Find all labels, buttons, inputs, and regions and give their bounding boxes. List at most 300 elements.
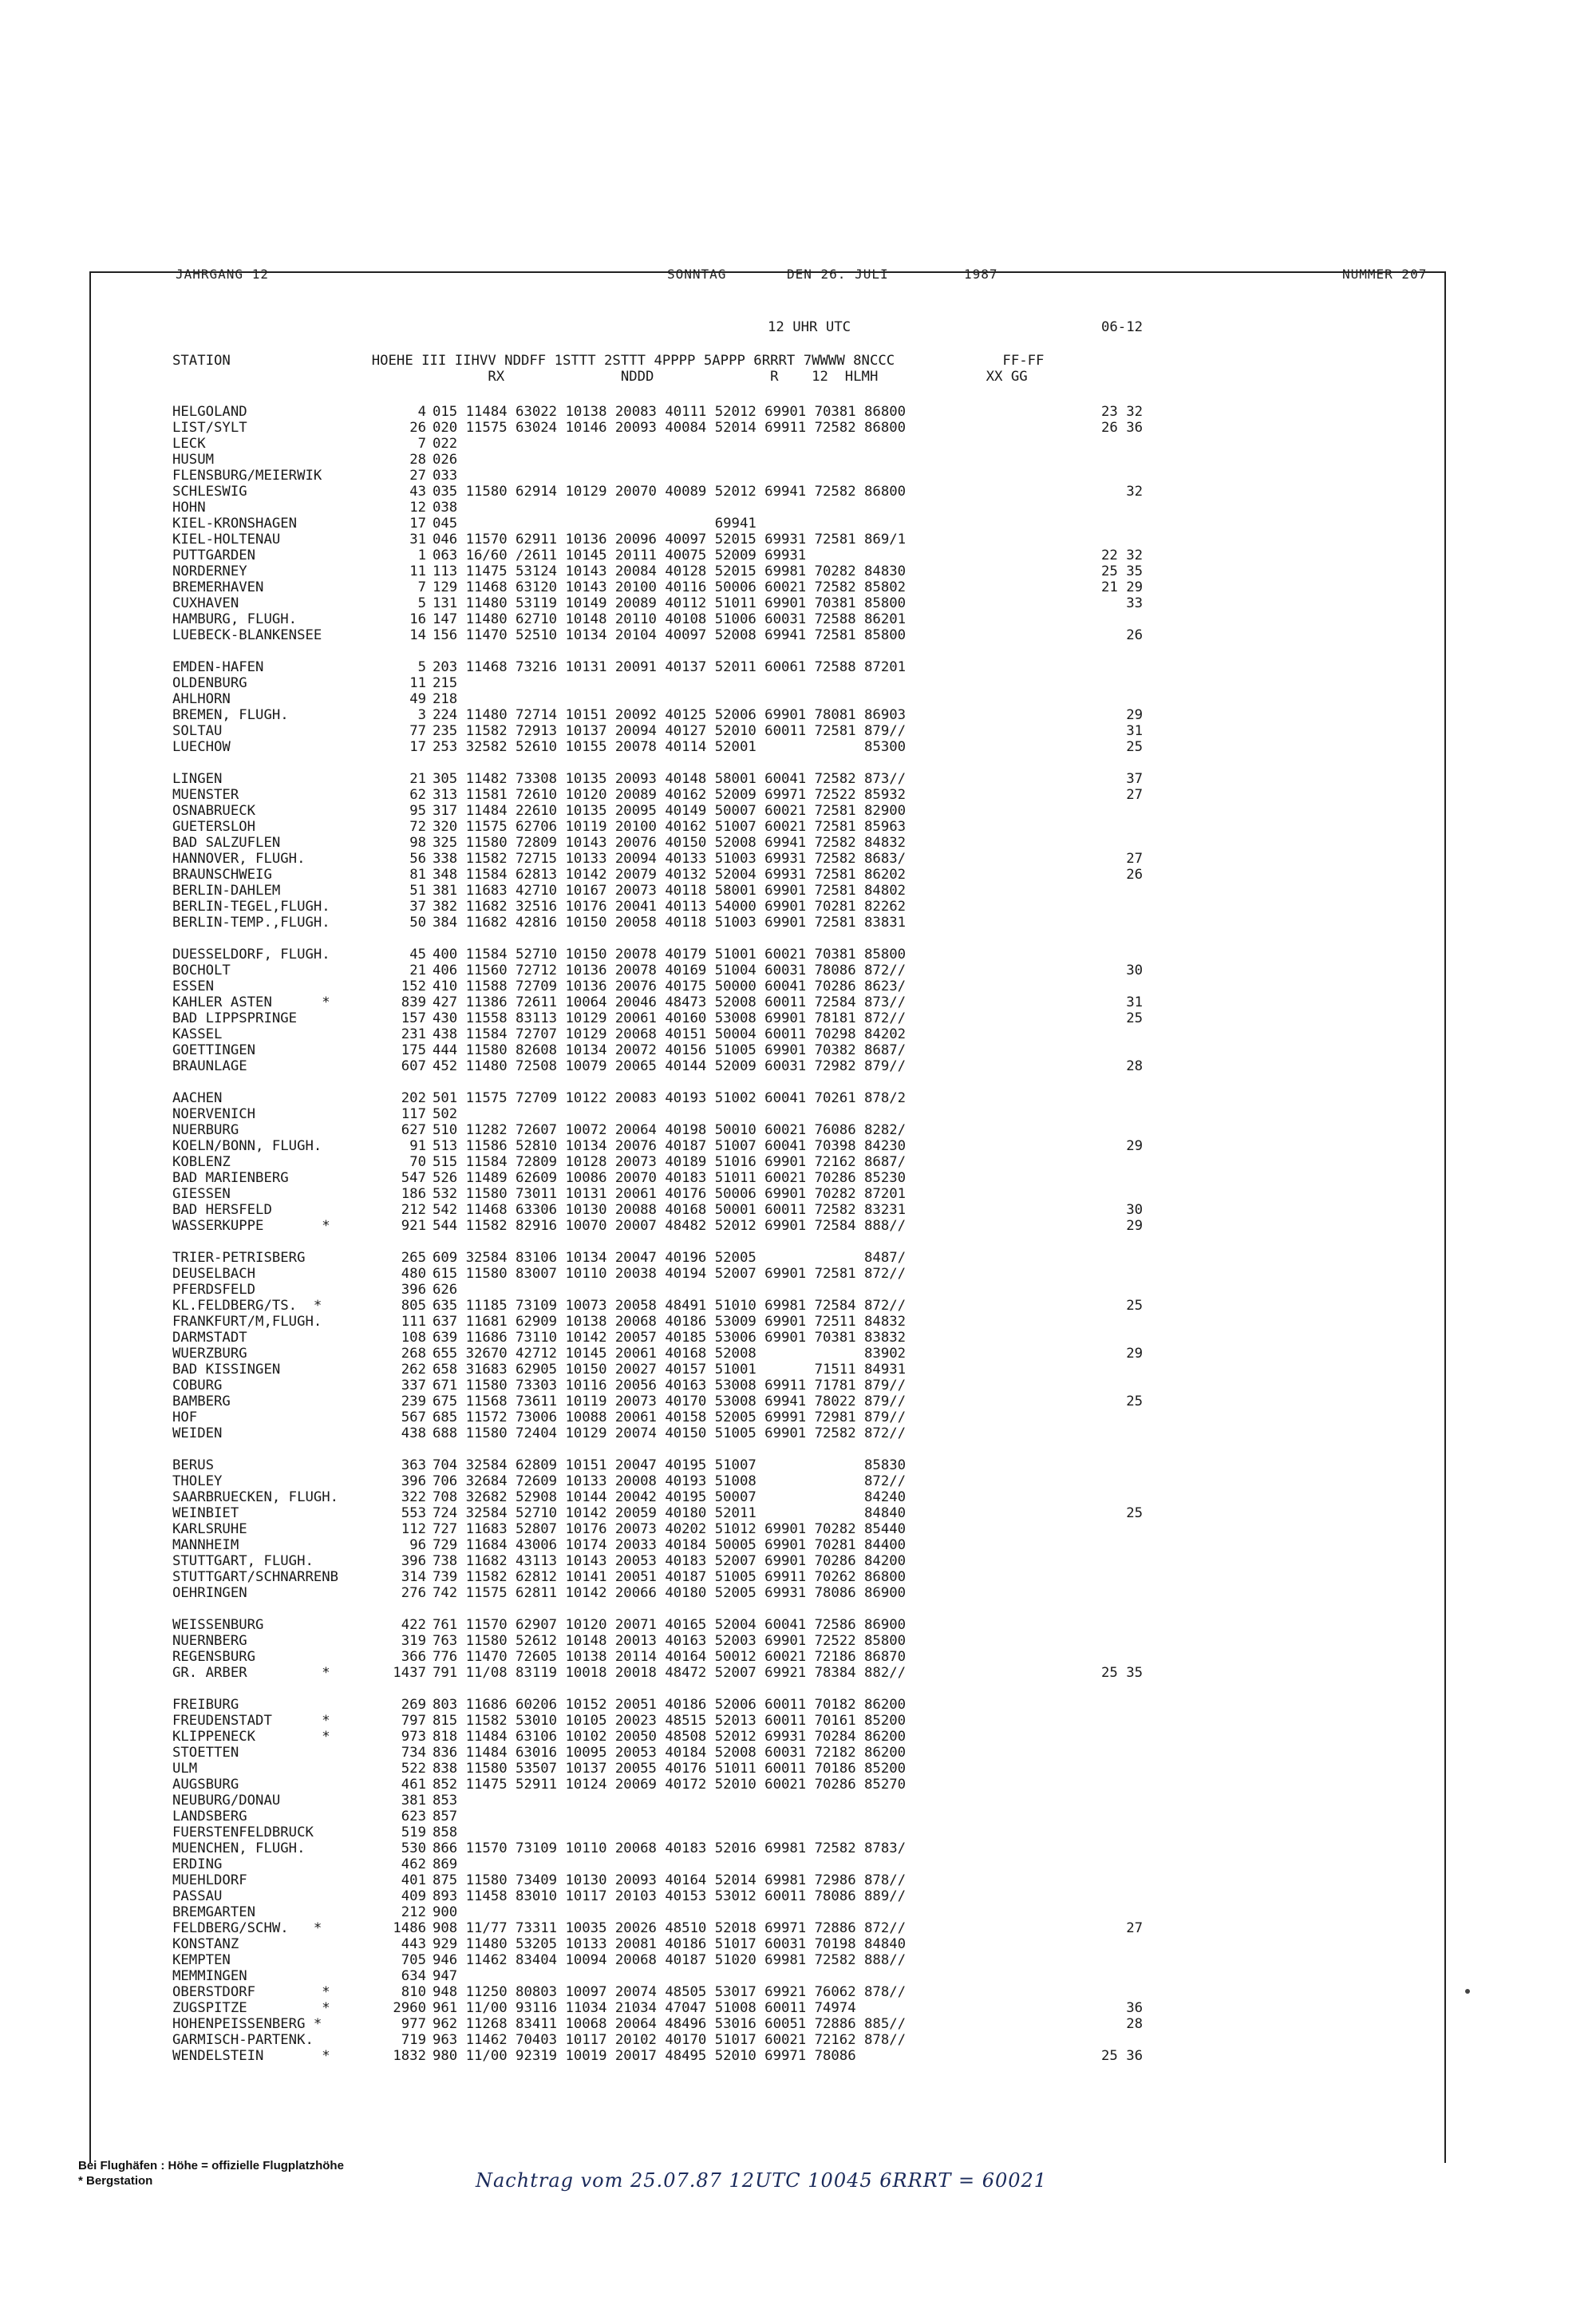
station-height: 98 xyxy=(409,835,426,851)
station-name: BAD HERSFELD xyxy=(172,1202,272,1218)
period-heading: 06-12 xyxy=(1101,319,1144,335)
station-code-groups: 962 11268 83411 10068 20064 48496 53016 60051 72886 885// xyxy=(433,2016,907,2032)
station-code-groups: 929 11480 53205 10133 20081 40186 51017 60031 70198 84840 xyxy=(433,1936,907,1952)
station-height: 797 xyxy=(401,1713,426,1729)
station-gusts: 21 29 xyxy=(1101,579,1144,595)
station-name: THOLEY xyxy=(172,1473,223,1489)
station-gusts: 29 xyxy=(1101,1218,1144,1234)
station-height: 50 xyxy=(409,915,426,931)
station-code-groups: 609 32584 83106 10134 20047 40196 52005 8487/ xyxy=(433,1250,907,1266)
station-height: 314 xyxy=(401,1569,426,1585)
station-height: 37 xyxy=(409,899,426,915)
station-name: PFERDSFELD xyxy=(172,1282,256,1298)
station-name: BERUS xyxy=(172,1457,215,1473)
station-height: 719 xyxy=(401,2032,426,2048)
column-header-line-1: STATION HOEHE III IIHVV NDDFF 1STTT 2STTT 4PPPP 5APPP 6RRRT 7WWWW 8NCCC FF-FF xyxy=(172,353,1045,369)
station-gusts: 22 32 xyxy=(1101,548,1144,563)
station-code-groups: 502 xyxy=(433,1106,458,1122)
station-height: 239 xyxy=(401,1394,426,1409)
station-code-groups: 218 xyxy=(433,691,458,707)
station-height: 553 xyxy=(401,1505,426,1521)
station-height: 396 xyxy=(401,1553,426,1569)
station-name: HOHENPEISSENBERG * xyxy=(172,2016,322,2032)
station-height: 91 xyxy=(409,1138,426,1154)
station-code-groups: 020 11575 63024 10146 20093 40084 52014 69911 72582 86800 xyxy=(433,420,907,436)
station-code-groups: 338 11582 72715 10133 20094 40133 51003 69931 72582 8683/ xyxy=(433,851,907,867)
station-height: 363 xyxy=(401,1457,426,1473)
station-height: 212 xyxy=(401,1904,426,1920)
station-height: 4 xyxy=(417,404,426,420)
station-height: 175 xyxy=(401,1042,426,1058)
station-code-groups: 438 11584 72707 10129 20068 40151 50004 60011 70298 84202 xyxy=(433,1026,907,1042)
station-code-groups: 626 xyxy=(433,1282,458,1298)
station-height: 11 xyxy=(409,675,426,691)
station-name: OBERSTDORF * xyxy=(172,1984,330,2000)
date: DEN 26. JULI xyxy=(787,267,889,282)
station-name: FELDBERG/SCHW. * xyxy=(172,1920,322,1936)
station-code-groups: 063 16/60 /2611 10145 20111 40075 52009 69931 xyxy=(433,548,807,563)
station-height: 1486 xyxy=(393,1920,426,1936)
station-height: 268 xyxy=(401,1346,426,1362)
station-height: 607 xyxy=(401,1058,426,1074)
station-code-groups: 406 11560 72712 10136 20078 40169 51004 60031 78086 872// xyxy=(433,963,907,978)
station-height: 43 xyxy=(409,484,426,500)
station-height: 734 xyxy=(401,1745,426,1761)
station-code-groups: 671 11580 73303 10116 20056 40163 53008 69911 71781 879// xyxy=(433,1378,907,1394)
station-gusts: 27 xyxy=(1101,787,1144,803)
station-code-groups: 685 11572 73006 10088 20061 40158 52005 69991 72981 879// xyxy=(433,1409,907,1425)
station-code-groups: 305 11482 73308 10135 20093 40148 58001 60041 72582 873// xyxy=(433,771,907,787)
station-name: BAD MARIENBERG xyxy=(172,1170,289,1186)
station-code-groups: 515 11584 72809 10128 20073 40189 51016 69901 72162 8687/ xyxy=(433,1154,907,1170)
station-code-groups: 858 xyxy=(433,1825,458,1840)
station-name: SAARBRUECKEN, FLUGH. xyxy=(172,1489,339,1505)
station-code-groups: 742 11575 62811 10142 20066 40180 52005 69931 78086 86900 xyxy=(433,1585,907,1601)
station-height: 3 xyxy=(417,707,426,723)
station-code-groups: 147 11480 62710 10148 20110 40108 51006 60031 72588 86201 xyxy=(433,611,907,627)
station-gusts: 30 xyxy=(1101,1202,1144,1218)
station-name: AACHEN xyxy=(172,1090,223,1106)
station-name: ESSEN xyxy=(172,978,215,994)
station-name: MUENSTER xyxy=(172,787,239,803)
station-name: NOERVENICH xyxy=(172,1106,256,1122)
station-gusts: 26 xyxy=(1101,627,1144,643)
station-gusts: 25 xyxy=(1101,1505,1144,1521)
station-code-groups: 382 11682 32516 10176 20041 40113 54000 69901 70281 82262 xyxy=(433,899,907,915)
station-code-groups: 803 11686 60206 10152 20051 40186 52006 60011 70182 86200 xyxy=(433,1697,907,1713)
station-name: GUETERSLOH xyxy=(172,819,256,835)
station-code-groups: 313 11581 72610 10120 20089 40162 52009 69971 72522 85932 xyxy=(433,787,907,803)
station-height: 14 xyxy=(409,627,426,643)
station-code-groups: 615 11580 83007 10110 20038 40194 52007 69901 72581 872// xyxy=(433,1266,907,1282)
station-code-groups: 658 31683 62905 10150 20027 40157 51001 71511 84931 xyxy=(433,1362,907,1378)
station-height: 28 xyxy=(409,452,426,468)
issue-number: NUMMER 207 xyxy=(1342,267,1428,282)
station-height: 152 xyxy=(401,978,426,994)
station-code-groups: 510 11282 72607 10072 20064 40198 50010 60021 76086 8282/ xyxy=(433,1122,907,1138)
station-height: 70 xyxy=(409,1154,426,1170)
station-name: HANNOVER, FLUGH. xyxy=(172,851,306,867)
station-code-groups: 739 11582 62812 10141 20051 40187 51005 69911 70262 86800 xyxy=(433,1569,907,1585)
station-code-groups: 738 11682 43113 10143 20053 40183 52007 69901 70286 84200 xyxy=(433,1553,907,1569)
station-name: AUGSBURG xyxy=(172,1777,239,1793)
station-height: 17 xyxy=(409,739,426,755)
station-height: 839 xyxy=(401,994,426,1010)
station-height: 401 xyxy=(401,1872,426,1888)
station-code-groups: 818 11484 63106 10102 20050 48508 52012 69931 70284 86200 xyxy=(433,1729,907,1745)
station-name: KIEL-HOLTENAU xyxy=(172,532,281,548)
station-name: BAD KISSINGEN xyxy=(172,1362,281,1378)
station-gusts: 37 xyxy=(1101,771,1144,787)
station-name: FUERSTENFELDBRUCK xyxy=(172,1825,314,1840)
station-name: HELGOLAND xyxy=(172,404,247,420)
station-height: 381 xyxy=(401,1793,426,1809)
station-code-groups: 963 11462 70403 10117 20102 40170 51017 60021 72162 878// xyxy=(433,2032,907,2048)
station-name: MEMMINGEN xyxy=(172,1968,247,1984)
station-name: ZUGSPITZE * xyxy=(172,2000,330,2016)
station-name: AHLHORN xyxy=(172,691,231,707)
station-code-groups: 946 11462 83404 10094 20068 40187 51020 69981 72582 888// xyxy=(433,1952,907,1968)
station-height: 522 xyxy=(401,1761,426,1777)
station-name: LANDSBERG xyxy=(172,1809,247,1825)
station-code-groups: 900 xyxy=(433,1904,458,1920)
station-height: 1 xyxy=(417,548,426,563)
station-height: 2960 xyxy=(393,2000,426,2016)
station-name: WEINBIET xyxy=(172,1505,239,1521)
station-code-groups: 908 11/77 73311 10035 20026 48510 52018 69971 72886 872// xyxy=(433,1920,907,1936)
station-height: 117 xyxy=(401,1106,426,1122)
station-height: 977 xyxy=(401,2016,426,2032)
station-code-groups: 325 11580 72809 10143 20076 40150 52008 69941 72582 84832 xyxy=(433,835,907,851)
station-height: 322 xyxy=(401,1489,426,1505)
station-code-groups: 348 11584 62813 10142 20079 40132 52004 69931 72581 86202 xyxy=(433,867,907,883)
station-code-groups: 836 11484 63016 10095 20053 40184 52008 60031 72182 86200 xyxy=(433,1745,907,1761)
station-height: 337 xyxy=(401,1378,426,1394)
station-height: 5 xyxy=(417,595,426,611)
station-code-groups: 129 11468 63120 10143 20100 40116 50006 60021 72582 85802 xyxy=(433,579,907,595)
station-name: BERLIN-TEGEL,FLUGH. xyxy=(172,899,330,915)
utc-heading: 12 UHR UTC xyxy=(768,319,851,335)
station-name: EMDEN-HAFEN xyxy=(172,659,264,675)
station-gusts: 32 xyxy=(1101,484,1144,500)
station-code-groups: 513 11586 52810 10134 20076 40187 51007 60041 70398 84230 xyxy=(433,1138,907,1154)
station-height: 396 xyxy=(401,1473,426,1489)
station-height: 27 xyxy=(409,468,426,484)
station-name: KIEL-KRONSHAGEN xyxy=(172,516,298,532)
station-height: 480 xyxy=(401,1266,426,1282)
station-gusts: 25 xyxy=(1101,1298,1144,1314)
station-name: ULM xyxy=(172,1761,198,1777)
station-code-groups: 708 32682 52908 10144 20042 40195 50007 84240 xyxy=(433,1489,907,1505)
station-height: 16 xyxy=(409,611,426,627)
station-name: LECK xyxy=(172,436,206,452)
station-name: BREMEN, FLUGH. xyxy=(172,707,289,723)
station-height: 462 xyxy=(401,1856,426,1872)
station-code-groups: 038 xyxy=(433,500,458,516)
station-height: 49 xyxy=(409,691,426,707)
station-height: 31 xyxy=(409,532,426,548)
station-gusts: 27 xyxy=(1101,1920,1144,1936)
station-gusts: 25 35 xyxy=(1101,563,1144,579)
station-name: GARMISCH-PARTENK. xyxy=(172,2032,314,2048)
station-name: BERLIN-TEMP.,FLUGH. xyxy=(172,915,330,931)
station-name: DUESSELDORF, FLUGH. xyxy=(172,947,330,963)
station-code-groups: 022 xyxy=(433,436,458,452)
station-name: DARMSTADT xyxy=(172,1330,247,1346)
station-name: STUTTGART/SCHNARRENB xyxy=(172,1569,339,1585)
station-gusts: 25 xyxy=(1101,1394,1144,1409)
footnote-mountain: * Bergstation xyxy=(78,2174,153,2188)
station-code-groups: 763 11580 52612 10148 20013 40163 52003 69901 72522 85800 xyxy=(433,1633,907,1649)
station-height: 409 xyxy=(401,1888,426,1904)
station-height: 77 xyxy=(409,723,426,739)
station-code-groups: 791 11/08 83119 10018 20018 48472 52007 69921 78384 882// xyxy=(433,1665,907,1681)
station-height: 157 xyxy=(401,1010,426,1026)
station-code-groups: 655 32670 42712 10145 20061 40168 52008 83902 xyxy=(433,1346,907,1362)
station-height: 623 xyxy=(401,1809,426,1825)
station-code-groups: 857 xyxy=(433,1809,458,1825)
station-gusts: 26 xyxy=(1101,867,1144,883)
station-gusts: 25 xyxy=(1101,739,1144,755)
station-height: 276 xyxy=(401,1585,426,1601)
station-code-groups: 729 11684 43006 10174 20033 40184 50005 69901 70281 84400 xyxy=(433,1537,907,1553)
station-name: BRAUNSCHWEIG xyxy=(172,867,272,883)
station-code-groups: 410 11588 72709 10136 20076 40175 50000 60041 70286 8623/ xyxy=(433,978,907,994)
station-gusts: 36 xyxy=(1101,2000,1144,2016)
station-code-groups: 727 11683 52807 10176 20073 40202 51012 69901 70282 85440 xyxy=(433,1521,907,1537)
station-code-groups: 046 11570 62911 10136 20096 40097 52015 69931 72581 869/1 xyxy=(433,532,907,548)
station-height: 96 xyxy=(409,1537,426,1553)
station-name: FRANKFURT/M,FLUGH. xyxy=(172,1314,322,1330)
station-code-groups: 815 11582 53010 10105 20023 48515 52013 60011 70161 85200 xyxy=(433,1713,907,1729)
station-name: WENDELSTEIN * xyxy=(172,2048,330,2064)
station-name: STOETTEN xyxy=(172,1745,239,1761)
station-name: HOHN xyxy=(172,500,206,516)
station-name: WASSERKUPPE * xyxy=(172,1218,330,1234)
footnote xyxy=(78,2158,344,2188)
station-code-groups: 113 11475 53124 10143 20084 40128 52015 69981 70282 84830 xyxy=(433,563,907,579)
station-name: FLENSBURG/MEIERWIK xyxy=(172,468,322,484)
station-name: GIESSEN xyxy=(172,1186,231,1202)
station-height: 17 xyxy=(409,516,426,532)
station-height: 202 xyxy=(401,1090,426,1106)
station-name: COBURG xyxy=(172,1378,223,1394)
station-name: LIST/SYLT xyxy=(172,420,247,436)
station-gusts: 31 xyxy=(1101,723,1144,739)
station-code-groups: 501 11575 72709 10122 20083 40193 51002 60041 70261 878/2 xyxy=(433,1090,907,1106)
station-name: NORDERNEY xyxy=(172,563,247,579)
station-code-groups: 400 11584 52710 10150 20078 40179 51001 60021 70381 85800 xyxy=(433,947,907,963)
weekday: SONNTAG xyxy=(667,267,727,282)
station-code-groups: 430 11558 83113 10129 20061 40160 53008 69901 78181 872// xyxy=(433,1010,907,1026)
station-code-groups: 203 11468 73216 10131 20091 40137 52011 60061 72588 87201 xyxy=(433,659,907,675)
station-name: BREMERHAVEN xyxy=(172,579,264,595)
station-name: KARLSRUHE xyxy=(172,1521,247,1537)
station-height: 108 xyxy=(401,1330,426,1346)
station-code-groups: 384 11682 42816 10150 20058 40118 51003 69901 72581 83831 xyxy=(433,915,907,931)
station-code-groups: 704 32584 62809 10151 20047 40195 51007 85830 xyxy=(433,1457,907,1473)
station-name: BAD LIPPSPRINGE xyxy=(172,1010,298,1026)
station-name: HAMBURG, FLUGH. xyxy=(172,611,298,627)
station-gusts: 25 xyxy=(1101,1010,1144,1026)
station-code-groups: 532 11580 73011 10131 20061 40176 50006 69901 70282 87201 xyxy=(433,1186,907,1202)
station-gusts: 23 32 xyxy=(1101,404,1144,420)
station-name: PUTTGARDEN xyxy=(172,548,256,563)
station-name: STUTTGART, FLUGH. xyxy=(172,1553,314,1569)
station-code-groups: 947 xyxy=(433,1968,458,1984)
station-height: 45 xyxy=(409,947,426,963)
speck xyxy=(1465,1989,1470,1994)
station-gusts: 30 xyxy=(1101,963,1144,978)
station-code-groups: 235 11582 72913 10137 20094 40127 52010 60011 72581 879// xyxy=(433,723,907,739)
station-height: 7 xyxy=(417,579,426,595)
station-height: 634 xyxy=(401,1968,426,1984)
station-height: 56 xyxy=(409,851,426,867)
station-height: 21 xyxy=(409,963,426,978)
station-code-groups: 852 11475 52911 10124 20069 40172 52010 60021 70286 85270 xyxy=(433,1777,907,1793)
station-height: 1832 xyxy=(393,2048,426,2064)
station-code-groups: 875 11580 73409 10130 20093 40164 52014 69981 72986 878// xyxy=(433,1872,907,1888)
station-code-groups: 317 11484 22610 10135 20095 40149 50007 60021 72581 82900 xyxy=(433,803,907,819)
station-name: LUECHOW xyxy=(172,739,231,755)
station-code-groups: 980 11/00 92319 10019 20017 48495 52010 69971 78086 xyxy=(433,2048,856,2064)
station-code-groups: 688 11580 72404 10129 20074 40150 51005 69901 72582 872// xyxy=(433,1425,907,1441)
station-gusts: 28 xyxy=(1101,1058,1144,1074)
station-name: BAD SALZUFLEN xyxy=(172,835,281,851)
station-height: 705 xyxy=(401,1952,426,1968)
station-code-groups: 724 32584 52710 10142 20059 40180 52011 84840 xyxy=(433,1505,907,1521)
station-name: FREIBURG xyxy=(172,1697,239,1713)
station-height: 51 xyxy=(409,883,426,899)
station-height: 973 xyxy=(401,1729,426,1745)
footnote-airport: Bei Flughäfen : Höhe = offizielle Flugplatzhöhe xyxy=(78,2159,344,2172)
station-name: MANNHEIM xyxy=(172,1537,239,1553)
station-gusts: 25 36 xyxy=(1101,2048,1144,2064)
station-height: 5 xyxy=(417,659,426,675)
station-code-groups: 015 11484 63022 10138 20083 40111 52012 69901 70381 86800 xyxy=(433,404,907,420)
station-height: 7 xyxy=(417,436,426,452)
station-code-groups: 706 32684 72609 10133 20008 40193 51008 872// xyxy=(433,1473,907,1489)
station-name: KOELN/BONN, FLUGH. xyxy=(172,1138,322,1154)
station-code-groups: 381 11683 42710 10167 20073 40118 58001 69901 72581 84802 xyxy=(433,883,907,899)
station-gusts: 29 xyxy=(1101,1138,1144,1154)
station-height: 810 xyxy=(401,1984,426,2000)
station-height: 530 xyxy=(401,1840,426,1856)
station-height: 81 xyxy=(409,867,426,883)
station-code-groups: 026 xyxy=(433,452,458,468)
station-height: 186 xyxy=(401,1186,426,1202)
station-name: MUEHLDORF xyxy=(172,1872,247,1888)
station-name: WEIDEN xyxy=(172,1425,223,1441)
station-code-groups: 761 11570 62907 10120 20071 40165 52004 60041 72586 86900 xyxy=(433,1617,907,1633)
station-height: 269 xyxy=(401,1697,426,1713)
station-name: OEHRINGEN xyxy=(172,1585,247,1601)
station-name: FREUDENSTADT * xyxy=(172,1713,330,1729)
station-code-groups: 853 xyxy=(433,1793,458,1809)
station-height: 567 xyxy=(401,1409,426,1425)
station-gusts: 25 35 xyxy=(1101,1665,1144,1681)
station-gusts: 31 xyxy=(1101,994,1144,1010)
jahrgang: JAHRGANG 12 xyxy=(176,267,269,282)
station-height: 265 xyxy=(401,1250,426,1266)
station-height: 396 xyxy=(401,1282,426,1298)
station-name: KAHLER ASTEN * xyxy=(172,994,330,1010)
station-name: KASSEL xyxy=(172,1026,223,1042)
station-code-groups: 224 11480 72714 10151 20092 40125 52006 69901 78081 86903 xyxy=(433,707,907,723)
station-name: KLIPPENECK * xyxy=(172,1729,330,1745)
station-name: BAMBERG xyxy=(172,1394,231,1409)
station-name: GR. ARBER * xyxy=(172,1665,330,1681)
station-code-groups: 444 11580 82608 10134 20072 40156 51005 69901 70382 8687/ xyxy=(433,1042,907,1058)
handwritten-addendum: Nachtrag vom 25.07.87 12UTC 10045 6RRRT = 60021 xyxy=(476,2169,1048,2192)
station-gusts: 33 xyxy=(1101,595,1144,611)
station-name: KL.FELDBERG/TS. * xyxy=(172,1298,322,1314)
station-height: 212 xyxy=(401,1202,426,1218)
report-header xyxy=(94,267,1443,358)
station-name: MUENCHEN, FLUGH. xyxy=(172,1840,306,1856)
station-code-groups: 452 11480 72508 10079 20065 40144 52009 60031 72982 879// xyxy=(433,1058,907,1074)
station-name: WEISSENBURG xyxy=(172,1617,264,1633)
station-gusts: 28 xyxy=(1101,2016,1144,2032)
station-height: 72 xyxy=(409,819,426,835)
station-gusts: 26 36 xyxy=(1101,420,1144,436)
station-height: 443 xyxy=(401,1936,426,1952)
station-name: OLDENBURG xyxy=(172,675,247,691)
station-height: 1437 xyxy=(393,1665,426,1681)
station-height: 26 xyxy=(409,420,426,436)
station-code-groups: 544 11582 82916 10070 20007 48482 52012 69901 72584 888// xyxy=(433,1218,907,1234)
station-code-groups: 427 11386 72611 10064 20046 48473 52008 60011 72584 873// xyxy=(433,994,907,1010)
station-code-groups: 866 11570 73109 10110 20068 40183 52016 69981 72582 8783/ xyxy=(433,1840,907,1856)
station-name: SOLTAU xyxy=(172,723,223,739)
station-name: ERDING xyxy=(172,1856,223,1872)
station-name: KONSTANZ xyxy=(172,1936,239,1952)
station-code-groups: 639 11686 73110 10142 20057 40185 53006 69901 70381 83832 xyxy=(433,1330,907,1346)
column-header-line-2: RX NDDD R 12 HLMH XX GG xyxy=(172,369,1028,385)
station-code-groups: 045 69941 xyxy=(433,516,757,532)
station-name: WUERZBURG xyxy=(172,1346,247,1362)
station-gusts: 27 xyxy=(1101,851,1144,867)
station-code-groups: 675 11568 73611 10119 20073 40170 53008 69941 78022 879// xyxy=(433,1394,907,1409)
station-name: LINGEN xyxy=(172,771,223,787)
station-code-groups: 320 11575 62706 10119 20100 40162 51007 60021 72581 85963 xyxy=(433,819,907,835)
station-code-groups: 893 11458 83010 10117 20103 40153 53012 60011 78086 889// xyxy=(433,1888,907,1904)
station-name: KOBLENZ xyxy=(172,1154,231,1170)
station-gusts: 29 xyxy=(1101,707,1144,723)
station-height: 111 xyxy=(401,1314,426,1330)
year: 1987 xyxy=(964,267,998,282)
station-height: 262 xyxy=(401,1362,426,1378)
station-name: BERLIN-DAHLEM xyxy=(172,883,281,899)
station-name: NUERNBERG xyxy=(172,1633,247,1649)
station-height: 461 xyxy=(401,1777,426,1793)
station-code-groups: 948 11250 80803 10097 20074 48505 53017 69921 76062 878// xyxy=(433,1984,907,2000)
station-code-groups: 526 11489 62609 10086 20070 40183 51011 60021 70286 85230 xyxy=(433,1170,907,1186)
station-name: NEUBURG/DONAU xyxy=(172,1793,281,1809)
station-name: OSNABRUECK xyxy=(172,803,256,819)
station-code-groups: 869 xyxy=(433,1856,458,1872)
station-code-groups: 961 11/00 93116 11034 21034 47047 51008 60011 74974 xyxy=(433,2000,856,2016)
station-name: HOF xyxy=(172,1409,198,1425)
station-name: PASSAU xyxy=(172,1888,223,1904)
station-name: NUERBURG xyxy=(172,1122,239,1138)
station-name: GOETTINGEN xyxy=(172,1042,256,1058)
station-name: HUSUM xyxy=(172,452,215,468)
station-code-groups: 253 32582 52610 10155 20078 40114 52001 85300 xyxy=(433,739,907,755)
station-name: CUXHAVEN xyxy=(172,595,239,611)
station-height: 438 xyxy=(401,1425,426,1441)
station-code-groups: 776 11470 72605 10138 20114 40164 50012 60021 72186 86870 xyxy=(433,1649,907,1665)
